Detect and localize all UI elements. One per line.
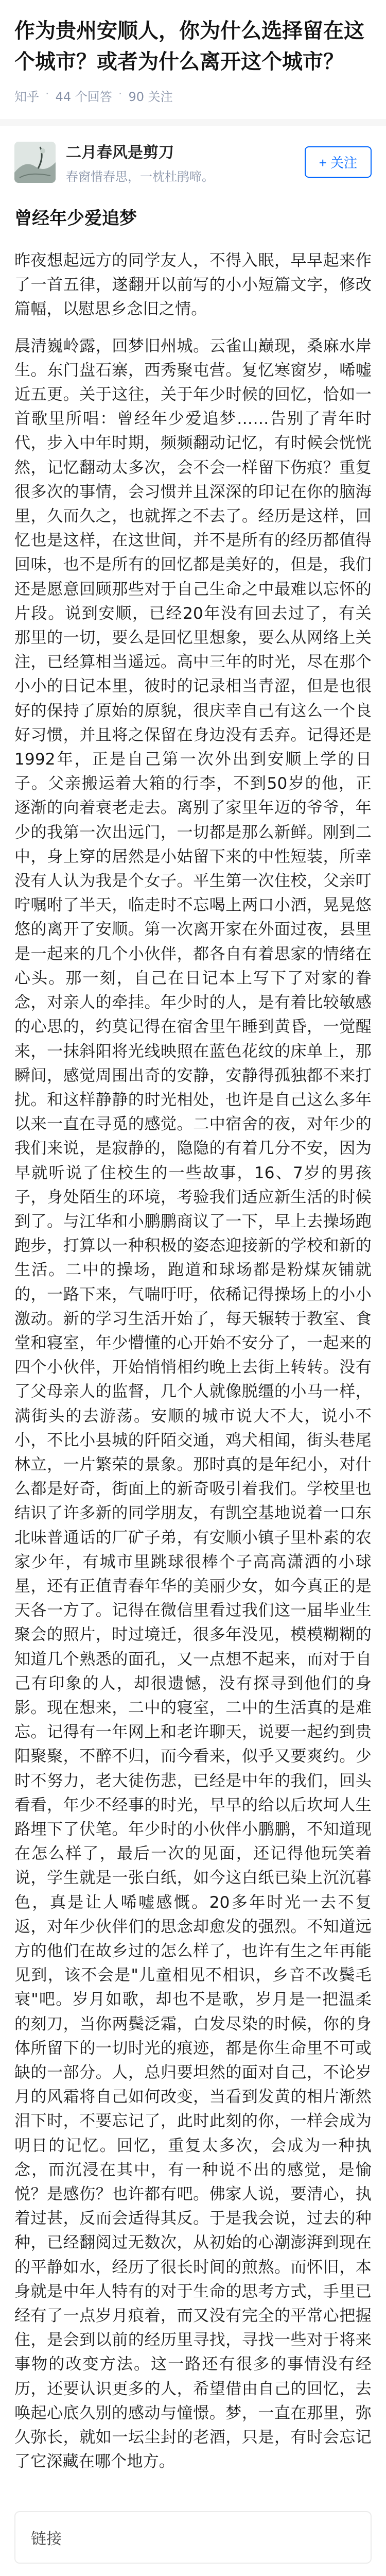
answer-heading: 曾经年少爱追梦	[14, 208, 137, 229]
author-card	[0, 126, 386, 194]
author-info	[66, 140, 305, 184]
question-title[interactable]: 作为贵州安顺人，你为什么选择留在这个城市？或者为什么离开这个城市？	[14, 19, 364, 74]
answer-paragraph: 晨清巍岭露，回梦旧州城。云雀山巅现，桑麻水岸生。东门盘石寨，西秀聚屯营。复忆寒窗岁，唏嘘近五更。关于这往，关于年少时候的回忆，恰如一首歌里所唱：曾经年少爱追梦……告别了青年时代，步入中年时期，频频翻动记忆，有时候会恍恍然，记忆翻动太多次，会不会一样留下伤痕？重复很多次的事情，会习惯并且深深的印记在你的脑海里，久而久之，也就挥之不去了。经历是这样，回忆也是这样，在这世间，并不是所有的经历都值得回味，也不是所有的回忆都是美好的，但是，我们还是愿意回顾那些对于自己生命之中最难以忘怀的片段。说到安顺，已经20年没有回去过了，有关那里的一切，要么是回忆里想象，要么从网络上关注，已经算相当遥远。高中三年的时光，尽在那个小小的日记本里，彼时的记录相当青涩，但是也很好的保持了原始的原貌，很庆幸自己有这么一个良好习惯，并且将之保留在身边没有丢弃。记得还是1992年，正是自己第一次外出到安顺上学的日子。父亲搬运着大箱的行李，不到50岁的他，正逐渐的向着衰老走去。离别了家里年迈的爷爷，年少的我第一次出远门，一切都是那么新鲜。刚到二中，身上穿的居然是小姑留下来的中性短装，所幸没有人认为我是个女子。平生第一次住校，父亲叮咛嘱咐了半天，临走时不忘喝上两口小酒，晃晃悠悠的离开了安顺。第一次离开家在外面过夜，县里是一起来的几个小伙伴，都各自有着思家的情绪在心头。那一刻，自己在日记本上写下了对家的眷念，对亲人的牵挂。年少时的人，是有着比较敏感的心思的，约莫记得在宿舍里午睡到黄昏，一觉醒来，一抹斜阳将光线映照在蓝色花纹的床单上，那瞬间，感觉周围出奇的安静，安静得孤独都不来打扰。和这样静静的时光相处，也许是自己这么多年以来一直在寻觅的感觉。二中宿舍的夜，对年少的我们来说，是寂静的，隐隐的有着几分不安，因为早就听说了住校生的一些故事，16、7岁的男孩子，身处陌生的环境，考验我们适应新生活的时候到了。与江华和小鹏鹏商议了一下，早上去操场跑跑步，打算以一种积极的姿态迎接新的学校和新的生活。二中的操场，跑道和球场都是粉煤灰铺就的，一路下来，气喘吁吁，依稀记得操场上的小小激动。新的学习生活开始了，每天辗转于教室、食堂和寝室，年少懵懂的心开始不安分了，一起来的四个小伙伴，开始悄悄相约晚上去街上转转。没有了父母亲人的监督，几个人就像脱缰的小马一样，满街头的去游荡。安顺的城市说大不大，说小不小，不比小县城的阡陌交通，鸡犬相闻，街头巷尾林立，一片繁荣的景象。那时真的是年纪小，对什么都是好奇，街面上的新奇吸引着我们。学校里也结识了许多新的同学朋友，有凯空基地说着一口东北味普通话的厂矿子弟，有安顺小镇子里朴素的农家少年，有城市里跳球很棒个子高高潇洒的小球星，还有正值青春年华的美丽少女，如今真正的是天各一方了。记得在微信里看过我们这一届毕业生聚会的照片，时过境迁，很多年没见，模模糊糊的知道几个熟悉的面孔，又一点想不起来，而对于自己有印象的人，却很遗憾，没有探寻到他们的身影。现在想来，二中的寝室，二中的生活真的是难忘。记得有一年网上和老许聊天，说要一起约到贵阳聚聚，不醉不归，而今看来，似乎又要爽约。少时不努力，老大徒伤悲，已经是中年的我们，回头看看，年少不经事的时光，早早的给以后坎坷人生路埋下了伏笔。年少时的小伙伴小鹏鹏，不知道现在怎么样了，最后一次的见面，还记得他玩笑着说，学生就是一张白纸，如今这白纸已染上沉沉暮色，真是让人唏嘘感慨。20多年时光一去不复返，对年少伙伴们的思念却愈发的强烈。不知道远方的他们在故乡过的怎么样了，也许有生之年再能见到，该不会是"儿童相见不相识，乡音不改鬓毛衰"吧。岁月如歌，却也不是歌，岁月是一把温柔的刻刀，当你两鬓泛霜，白发尽染的时候，你的身体所留下的一切时光的痕迹，都是你生命里不可或缺的一部分。人，总归要坦然的面对自己，不论岁月的风霜将自己如何改变，当看到发黄的相片渐然泪下时，不要忘记了，此时此刻的你，一样会成为明日的记忆。回忆，重复太多次，会成为一种执念，而沉浸在其中，有一种说不出的感觉，是愉悦？是感伤？也许都有吧。佛家人说，要清心，执着过甚，反而会适得其反。于是我会说，过去的种种，已经翻阅过无数次，从初始的心潮澎湃到现在的平静如水，经历了很长时间的煎熬。而怀旧，本身就是中年人特有的对于生命的思考方式，手里已经有了一点岁月痕着，而又没有完全的平常心把握住，是会到以前的经历里寻找，寻找一些对于将来事物的改变方法。这一路还有很多的事情没有经历，还要认识更多的人，希望借由自己的回忆，去唤起心底久别的感动与憧憬。梦，一直在那里，弥久弥长，就如一坛尘封的老酒，只是，有时会忘记了它深藏在哪个地方。	[14, 336, 372, 2471]
link-card-label: 链接	[31, 2530, 62, 2548]
avatar-image-icon	[14, 142, 56, 183]
author-name[interactable]: 二月春风是剪刀	[66, 144, 174, 162]
answer-paragraph: 昨夜想起远方的同学友人，不得入眠，早早起来作了一首五律，遂翻开以前写的小小短篇文字，修改篇幅，以慰思乡念旧之情。	[14, 251, 372, 319]
answers-count[interactable]: 44 个回答	[55, 90, 112, 104]
meta-dot: ·	[45, 87, 49, 101]
source-label[interactable]: 知乎	[14, 90, 39, 104]
section-divider	[0, 119, 386, 126]
question-header	[0, 0, 386, 105]
question-meta	[14, 87, 372, 105]
link-card[interactable]	[14, 2511, 372, 2564]
followers-count: 90 关注	[128, 90, 173, 104]
follow-button[interactable]: + 关注	[305, 146, 372, 178]
author-bio: 春窗惜春思，一枕杜鹃啼。	[66, 170, 214, 184]
avatar[interactable]	[14, 142, 56, 183]
meta-dot: ·	[118, 87, 122, 101]
